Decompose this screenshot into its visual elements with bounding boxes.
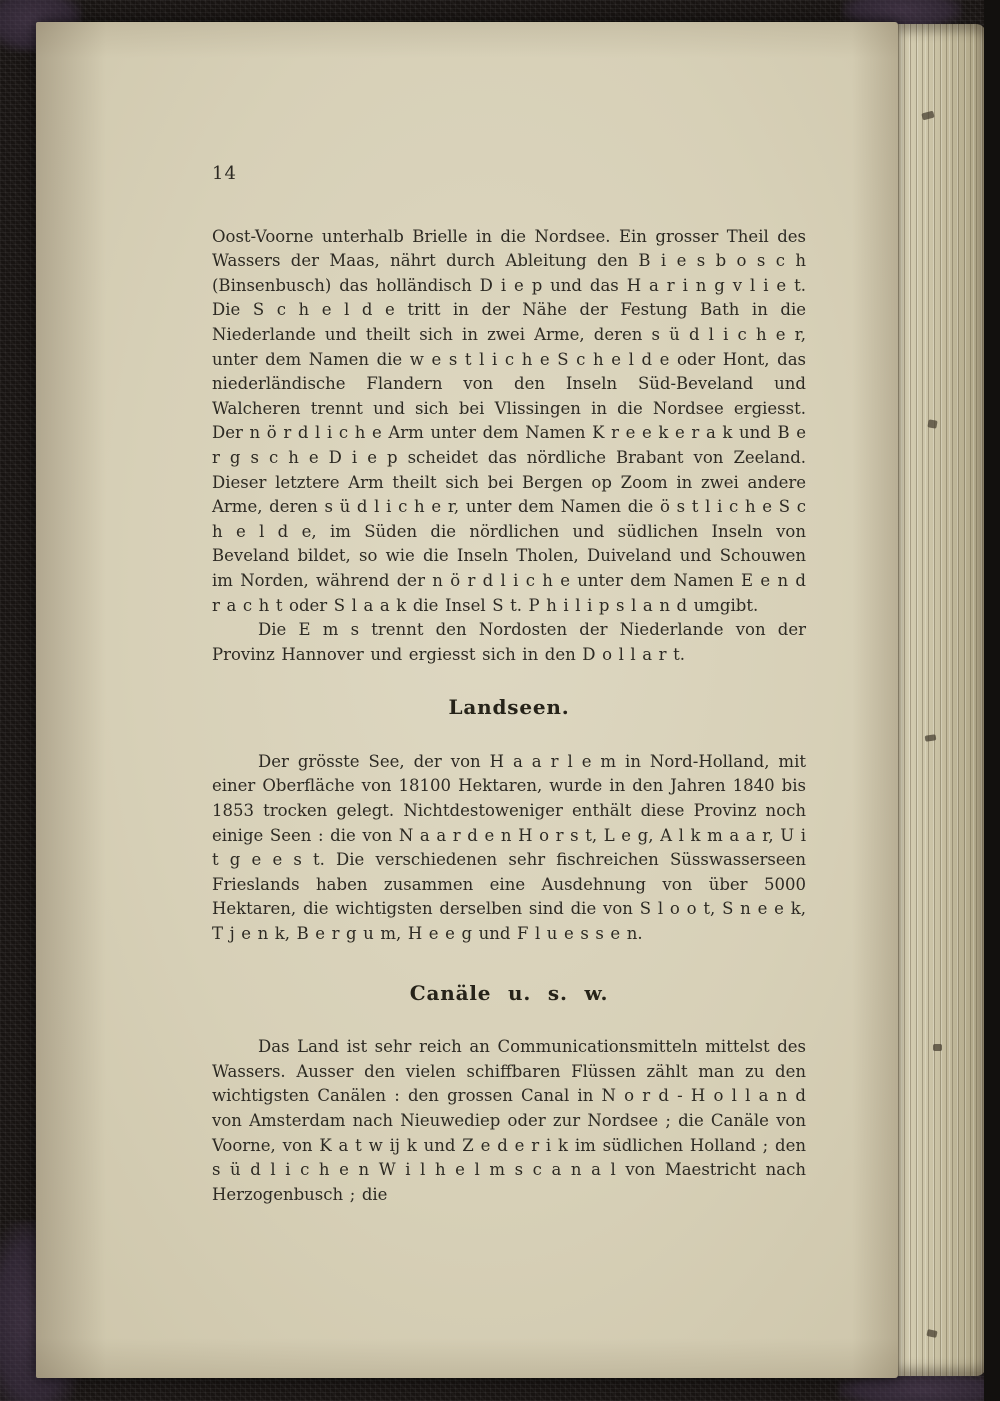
text-column <box>212 162 806 1207</box>
paragraph-landseen: Der grösste See, der von H a a r l e m in Nord-Holland, mit einer Oberfläche von 18100 Hektaren, wurde in den Jahren 1840 bis 1853 trocken gelegt. Nichtdestoweniger enthält diese Provinz noch einige Seen : die von N a a r d e n H o r s t, L e g, A l k m a a r, U i t g e e s t. Die verschiedenen sehr fischreichen Süsswasserseen Frieslands haben zusammen eine Ausdehnung von über 5000 Hektaren, die wichtigsten derselben sind die von S l o o t, S n e e k, T j e n k, B e r g u m, H e e g und F l u e s s e n. <box>212 751 806 944</box>
page-number: 14 <box>212 163 237 184</box>
fore-edge-page-stack <box>898 24 986 1376</box>
paragraph-ems: Die E m s trennt den Nordosten der Niederlande von der Provinz Hannover und ergiesst sich in den D o l l a r t. <box>212 620 806 664</box>
paper-page <box>36 22 898 1378</box>
section-heading-landseen: Landseen. <box>448 695 570 720</box>
edge-ink-mark <box>927 419 937 428</box>
paragraph-canaele: Das Land ist sehr reich an Communicationsmitteln mittelst des Wassers. Ausser den vielen schiffbaren Flüssen zählt man zu den wichtigsten Canälen : den grossen Canal in N o r d - H o l l a n d von Amsterdam nach Nieuwediep oder zur Nordsee ; die Canäle von Voorne, von K a t w ij k und Z e d e r i k im südlichen Holland ; den s ü d l i c h e n W i l h e l m s c a n a l von Maestricht nach Herzogenbusch ; die <box>212 1037 806 1204</box>
back-cover-edge <box>984 0 1000 1401</box>
edge-ink-mark <box>933 1044 942 1051</box>
section-heading-canaele: Canäle u. s. w. <box>409 980 609 1005</box>
paragraph-rivers-continuation: Oost-Voorne unterhalb Brielle in die Nordsee. Ein grosser Theil des Wassers der Maas, nährt durch Ableitung den B i e s b o s c h (Binsenbusch) das holländisch D i e p und das H a r i n g v l i e t. Die S c h e l d e tritt in der Nähe der Festung Bath in die Niederlande und theilt sich in zwei Arme, deren s ü d l i c h e r, unter dem Namen die w e s t l i c h e S c h e l d e oder Hont, das niederländische Flandern von den Inseln Süd-Beveland und Walcheren trennt und sich bei Vlissingen in die Nordsee ergiesst. Der n ö r d l i c h e Arm unter dem Namen K r e e k e r a k und B e r g s c h e D i e p scheidet das nördliche Brabant von Zeeland. Dieser letztere Arm theilt sich bei Bergen op Zoom in zwei andere Arme, deren s ü d l i c h e r, unter dem Namen die ö s t l i c h e S c h e l d e, im Süden die nördlichen und südlichen Inseln von Beveland bildet, so wie die Inseln Tholen, Duiveland und Schouwen im Norden, während der n ö r d l i c h e unter dem Namen E e n d r a c h t oder S l a a k die Insel S t. P h i l i p s l a n d umgibt. <box>212 226 806 615</box>
